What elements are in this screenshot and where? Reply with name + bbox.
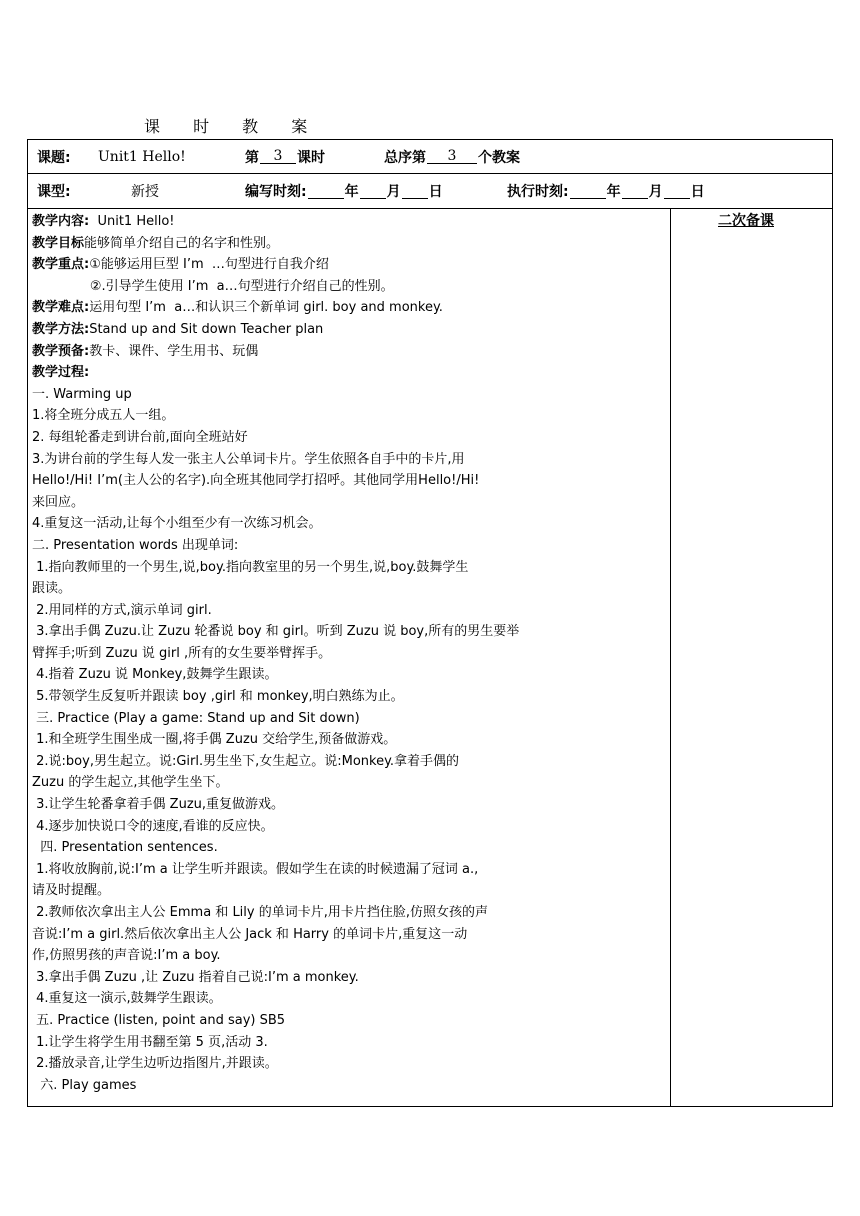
content-line bbox=[32, 859, 666, 881]
content-line bbox=[32, 751, 666, 773]
content-line bbox=[32, 578, 666, 600]
content-line-text: 一. Warming up bbox=[32, 386, 132, 402]
content-line-text: 臂挥手;听到 Zuzu 说 girl ,所有的女生要举臂挥手。 bbox=[32, 645, 332, 661]
content-line-label: 教学预备: bbox=[32, 343, 90, 359]
content-line bbox=[32, 297, 666, 319]
content-line-text: 5.带领学生反复听并跟读 boy ,girl 和 monkey,明白熟练为止。 bbox=[32, 689, 404, 705]
content-line-text: 来回应。 bbox=[32, 494, 85, 510]
content-line bbox=[32, 988, 666, 1010]
content-line-text: Stand up and Sit down Teacher plan bbox=[89, 321, 324, 337]
page-title: 课 时 教 案 bbox=[144, 117, 322, 136]
content-line bbox=[32, 924, 666, 946]
content-line-label: 教学方法: bbox=[32, 321, 90, 337]
total-pre: 总序第 bbox=[384, 149, 426, 166]
column-divider bbox=[670, 209, 671, 1106]
header-row-type bbox=[27, 173, 833, 208]
content-line bbox=[32, 772, 666, 794]
content-line bbox=[32, 794, 666, 816]
secondary-prep-title: 二次备课 bbox=[718, 213, 774, 229]
content-line bbox=[32, 319, 666, 341]
content-line-text: 1.和全班学生围坐成一圈,将手偶 Zuzu 交给学生,预备做游戏。 bbox=[32, 732, 397, 748]
content-line bbox=[32, 967, 666, 989]
total-number bbox=[384, 140, 520, 173]
content-line bbox=[32, 902, 666, 924]
lesson-body bbox=[27, 208, 833, 1107]
content-line-text: 4.重复这一活动,让每个小组至少有一次练习机会。 bbox=[32, 516, 322, 532]
content-line bbox=[32, 427, 666, 449]
content-line-label: 教学过程: bbox=[32, 365, 90, 381]
topic-label: 课题: bbox=[37, 149, 71, 166]
content-line-text: 2.播放录音,让学生边听边指图片,并跟读。 bbox=[32, 1056, 278, 1072]
total-no: 3 bbox=[427, 149, 477, 164]
exec-year: 年 bbox=[606, 184, 621, 200]
content-line bbox=[32, 880, 666, 902]
content-line-text: 三. Practice (Play a game: Stand up and Sit down) bbox=[32, 710, 360, 726]
content-line-text: 请及时提醒。 bbox=[32, 883, 111, 899]
content-line-text: 教卡、课件、学生用书、玩偶 bbox=[89, 343, 259, 359]
content-line-text: 六. Play games bbox=[32, 1077, 137, 1093]
exec-date bbox=[507, 174, 705, 208]
lesson-post: 课时 bbox=[297, 149, 325, 166]
lesson-number bbox=[245, 140, 325, 173]
lesson-pre: 第 bbox=[245, 149, 259, 166]
content-line-text: Zuzu 的学生起立,其他学生坐下。 bbox=[32, 775, 229, 791]
content-line-text: 2.说:boy,男生起立。说:Girl.男生坐下,女生起立。说:Monkey.拿着手偶的 bbox=[32, 753, 460, 769]
content-line bbox=[32, 341, 666, 363]
content-line bbox=[32, 729, 666, 751]
write-month: 月 bbox=[386, 184, 401, 200]
content-line-text: Unit1 Hello! bbox=[89, 214, 175, 229]
content-line-text: 4.重复这一演示,鼓舞学生跟读。 bbox=[32, 991, 222, 1007]
content-line bbox=[32, 557, 666, 579]
content-line-text: 能够简单介绍自己的名字和性别。 bbox=[84, 235, 280, 251]
content-line-text: 四. Presentation sentences. bbox=[32, 840, 218, 856]
content-line-text: 3.拿出手偶 Zuzu.让 Zuzu 轮番说 boy 和 girl。听到 Zuzu 说 boy,所有的男生要举 bbox=[32, 624, 520, 640]
content-line-label: 教学难点: bbox=[32, 300, 90, 316]
write-year: 年 bbox=[344, 184, 359, 200]
content-line-text: 运用句型 I’m a…和认识三个新单词 girl. boy and monkey. bbox=[89, 300, 443, 316]
type-label: 课型: bbox=[37, 184, 71, 200]
content-line-text: 3.拿出手偶 Zuzu ,让 Zuzu 指着自己说:I’m a monkey. bbox=[32, 969, 359, 985]
content-line-text: 2.教师依次拿出主人公 Emma 和 Lily 的单词卡片,用卡片挡住脸,仿照女孩的声 bbox=[32, 905, 488, 920]
content-line bbox=[32, 643, 666, 665]
content-line bbox=[32, 1010, 666, 1032]
content-line-text: 3.为讲台前的学生每人发一张主人公单词卡片。学生依照各自手中的卡片,用 bbox=[32, 451, 465, 467]
exec-month: 月 bbox=[648, 184, 663, 200]
content-line bbox=[32, 1053, 666, 1075]
content-line bbox=[32, 837, 666, 859]
total-post: 个教案 bbox=[478, 149, 520, 166]
content-line bbox=[32, 449, 666, 471]
content-line bbox=[32, 492, 666, 514]
content-line bbox=[32, 621, 666, 643]
content-line-text: 1.将收放胸前,说:I’m a 让学生听并跟读。假如学生在读的时候遗漏了冠词 a., bbox=[32, 861, 479, 877]
content-line-text: Hello!/Hi! I’m(主人公的名字).向全班其他同学打招呼。其他同学用Hello!/Hi! bbox=[32, 473, 480, 489]
content-line bbox=[32, 816, 666, 838]
content-line-text: 跟读。 bbox=[32, 581, 72, 597]
content-line-text: 二. Presentation words 出现单词: bbox=[32, 537, 239, 553]
content-line-text: 1.让学生将学生用书翻至第 5 页,活动 3. bbox=[32, 1034, 268, 1050]
lesson-plan-table bbox=[27, 139, 833, 1107]
content-line bbox=[32, 362, 666, 384]
content-line-text: ②.引导学生使用 I’m a…句型进行介绍自己的性别。 bbox=[32, 278, 394, 294]
content-line-text: 作,仿照男孩的声音说:I’m a boy. bbox=[32, 948, 221, 964]
content-line bbox=[32, 513, 666, 535]
exec-day: 日 bbox=[690, 184, 705, 200]
content-line bbox=[32, 945, 666, 967]
content-line-text: 1.指向教师里的一个男生,说,boy.指向教室里的另一个男生,说,boy.鼓舞学生 bbox=[32, 559, 469, 575]
content-line bbox=[32, 276, 666, 298]
write-label: 编写时刻: bbox=[245, 184, 307, 200]
content-line-label: 教学重点: bbox=[32, 257, 90, 273]
content-line-text: 3.让学生轮番拿着手偶 Zuzu,重复做游戏。 bbox=[32, 797, 285, 813]
content-line bbox=[32, 405, 666, 427]
content-line-text: 五. Practice (listen, point and say) SB5 bbox=[32, 1012, 286, 1028]
write-date bbox=[245, 174, 443, 208]
content-line bbox=[32, 708, 666, 730]
content-line-text: 1.将全班分成五人一组。 bbox=[32, 408, 175, 424]
content-line bbox=[32, 254, 666, 276]
lesson-content bbox=[32, 211, 666, 1096]
content-line-text: 4.逐步加快说口令的速度,看谁的反应快。 bbox=[32, 818, 274, 834]
exec-label: 执行时刻: bbox=[507, 184, 569, 200]
content-line-label: 教学内容: bbox=[32, 214, 90, 229]
content-line-text: 2. 每组轮番走到讲台前,面向全班站好 bbox=[32, 429, 248, 445]
content-line bbox=[32, 384, 666, 406]
content-line bbox=[32, 535, 666, 557]
write-day: 日 bbox=[428, 184, 443, 200]
content-line-text: 音说:I’m a girl.然后依次拿出主人公 Jack 和 Harry 的单词卡片,重复这一动 bbox=[32, 926, 468, 942]
content-line bbox=[32, 664, 666, 686]
content-line-text: 4.指着 Zuzu 说 Monkey,鼓舞学生跟读。 bbox=[32, 667, 278, 683]
content-line-text: ①能够运用巨型 I’m …句型进行自我介绍 bbox=[89, 257, 329, 273]
type-value: 新授 bbox=[131, 184, 159, 200]
lesson-no: 3 bbox=[260, 149, 296, 164]
content-line bbox=[32, 470, 666, 492]
content-line bbox=[32, 1032, 666, 1054]
topic-value: Unit1 Hello! bbox=[98, 148, 186, 165]
content-line bbox=[32, 1075, 666, 1097]
content-line-label: 教学目标 bbox=[32, 235, 85, 251]
content-line bbox=[32, 600, 666, 622]
header-row-topic bbox=[27, 139, 833, 173]
content-line-text: 2.用同样的方式,演示单词 girl. bbox=[32, 602, 212, 618]
content-line bbox=[32, 233, 666, 255]
content-line bbox=[32, 211, 666, 233]
content-line bbox=[32, 686, 666, 708]
